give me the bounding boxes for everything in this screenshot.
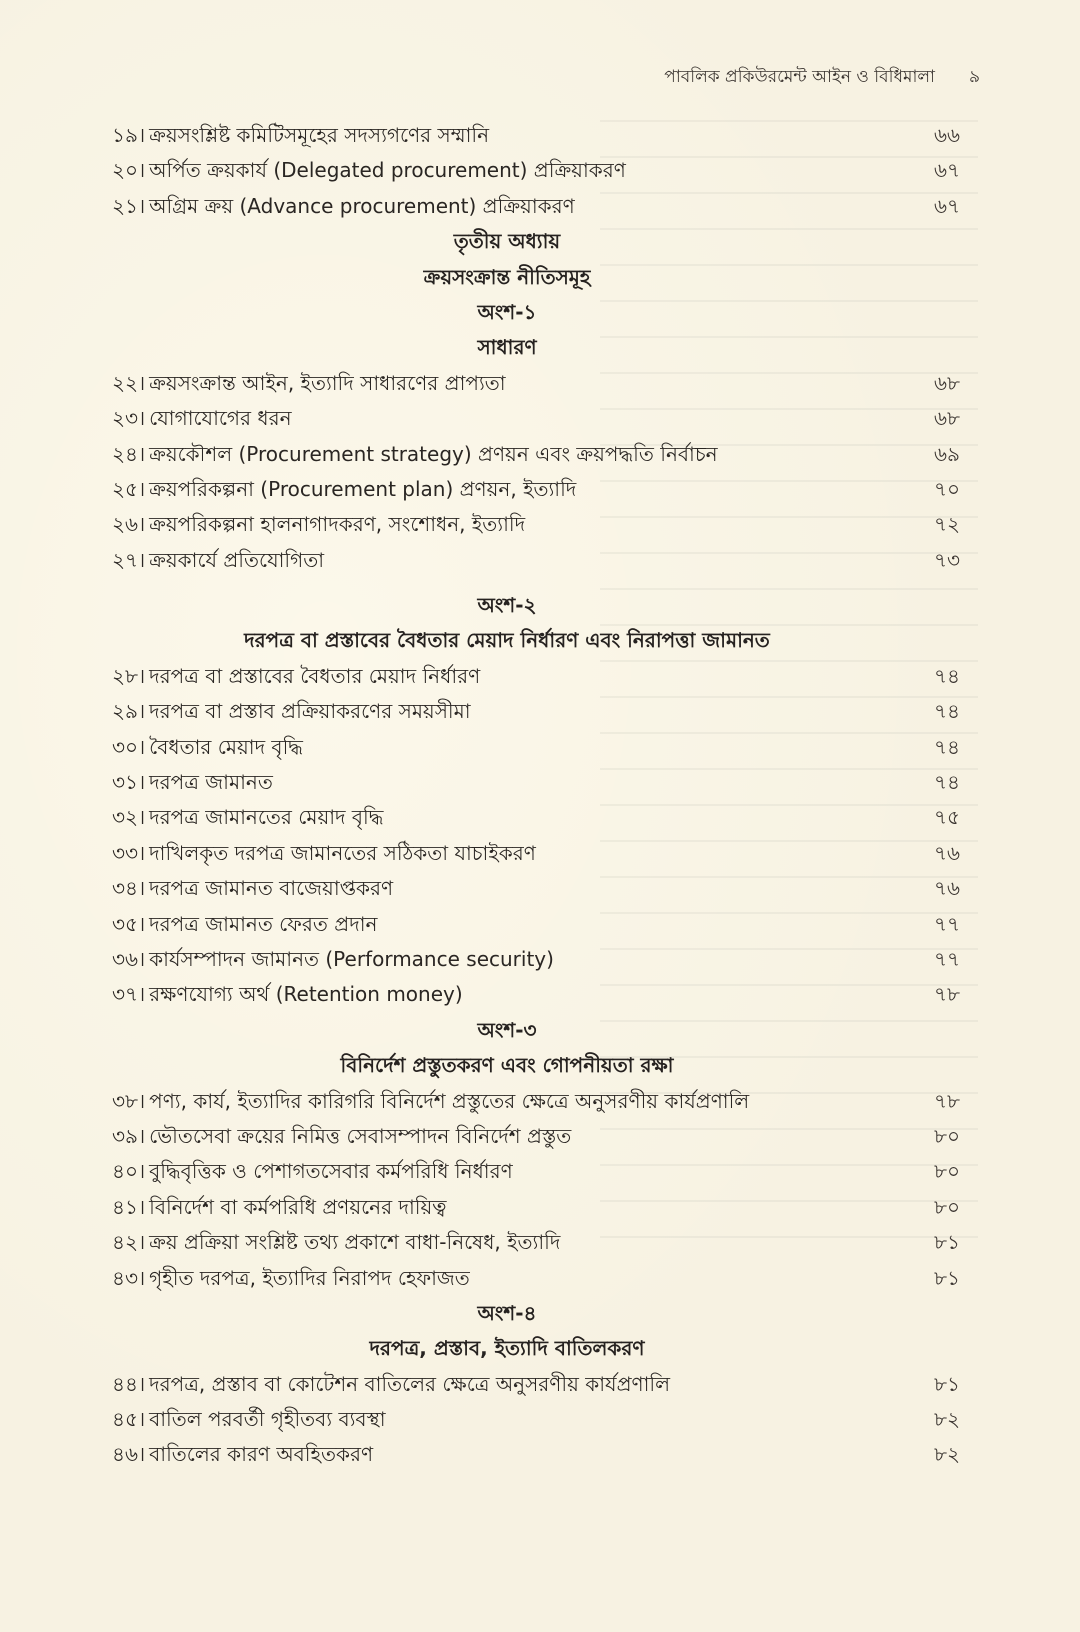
section-number: ৩৭। <box>112 982 146 1007</box>
toc-entry-44 <box>112 1367 962 1402</box>
section-title: দরপত্র বা প্রস্তাব প্রক্রিয়াকরণের সময়সীমা <box>149 699 471 724</box>
section-title: ক্রয় প্রক্রিয়া সংশ্লিষ্ট তথ্য প্রকাশে বাধা-নিষেধ, ইত্যাদি <box>149 1230 561 1255</box>
page-reference: ৭৭ <box>933 946 960 971</box>
part-4-label: অংশ-৪ <box>477 1300 537 1325</box>
toc-entry-28 <box>112 659 962 694</box>
page-reference: ৬৬ <box>933 123 960 147</box>
toc-entry-25 <box>112 472 962 507</box>
page-reference: ৭৮ <box>934 1088 960 1113</box>
section-number: ২৬। <box>112 512 146 537</box>
page-reference: ৬৮ <box>934 370 960 395</box>
section-number: ৪২। <box>112 1230 146 1255</box>
section-title: অগ্রিম ক্রয় (Advance procurement) প্রক্রিয়াকরণ <box>149 193 575 218</box>
toc-entry-36 <box>112 942 962 977</box>
part-1-title: সাধারণ <box>477 335 537 360</box>
toc-entry-39 <box>112 1119 962 1154</box>
section-title: বাতিলের কারণ অবহিতকরণ <box>149 1442 374 1467</box>
section-title: পণ্য, কার্য, ইত্যাদির কারিগরি বিনির্দেশ প্রস্তুতের ক্ষেত্রে অনুসরণীয় কার্যপ্রণালি <box>149 1088 750 1113</box>
section-title: দরপত্র জামানতের মেয়াদ বৃদ্ধি <box>149 805 384 830</box>
toc-entry-37 <box>112 977 962 1012</box>
section-title: দরপত্র জামানত <box>149 770 273 795</box>
part-2-label: অংশ-২ <box>477 593 537 618</box>
section-number: ৪৪। <box>112 1371 146 1396</box>
page-reference: ৭৩ <box>933 547 960 572</box>
section-number: ২৫। <box>112 476 146 501</box>
section-title: বুদ্ধিবৃত্তিক ও পেশাগতসেবার কর্মপরিধি নির্ধারণ <box>149 1159 513 1184</box>
section-number: ৩৬। <box>112 946 146 971</box>
section-number: ৩৩। <box>112 840 146 865</box>
page-reference: ৮০ <box>934 1159 960 1184</box>
page-reference: ৭৪ <box>934 663 960 688</box>
toc-entry-40 <box>112 1154 962 1189</box>
toc-entry-29 <box>112 694 962 729</box>
toc-entry-31 <box>112 765 962 800</box>
toc-entry-42 <box>112 1225 962 1260</box>
section-number: ৩০। <box>112 734 146 759</box>
section-title: ক্রয়কৌশল (Procurement strategy) প্রণয়ন এবং ক্রয়পদ্ধতি নির্বাচন <box>149 441 718 466</box>
toc-entry-27 <box>112 543 962 578</box>
section-title: ভৌতসেবা ক্রয়ের নিমিত্ত সেবাসম্পাদন বিনির্দেশ প্রস্তুত <box>149 1123 572 1148</box>
toc-entry-30 <box>112 730 962 765</box>
page-reference: ৭৫ <box>934 805 960 830</box>
page-reference: ৮১ <box>934 1230 960 1255</box>
page-reference: ৭০ <box>933 476 960 501</box>
section-title: বৈধতার মেয়াদ বৃদ্ধি <box>149 734 303 759</box>
page-reference: ৭৭ <box>933 911 960 936</box>
toc-entry-33 <box>112 836 962 871</box>
page-reference: ৬৭ <box>933 158 960 183</box>
section-number: ৩১। <box>112 770 146 795</box>
part-1-label: অংশ-১ <box>477 299 537 324</box>
section-number: ৩২। <box>112 805 146 830</box>
section-number: ৪০। <box>112 1159 146 1184</box>
page-reference: ৬৭ <box>933 193 960 218</box>
section-number: ৪১। <box>112 1194 146 1219</box>
toc-entry-23 <box>112 401 962 436</box>
section-title: ক্রয়পরিকল্পনা হালনাগাদকরণ, সংশোধন, ইত্যাদি <box>149 512 526 537</box>
section-number: ৩৯। <box>112 1123 146 1148</box>
section-title: ক্রয়সংক্রান্ত আইন, ইত্যাদি সাধারণের প্রাপ্যতা <box>149 370 506 395</box>
page-reference: ৮০ <box>934 1123 960 1148</box>
section-title: দাখিলকৃত দরপত্র জামানতের সঠিকতা যাচাইকরণ <box>149 840 536 865</box>
toc-entry-34 <box>112 871 962 906</box>
section-title: দরপত্র জামানত বাজেয়াপ্তকরণ <box>149 876 394 901</box>
section-number: ২৭। <box>112 547 146 572</box>
toc-entry-43 <box>112 1261 962 1296</box>
chapter-title: ক্রয়সংক্রান্ত নীতিসমূহ <box>423 264 591 289</box>
toc-entry-45 <box>112 1402 962 1437</box>
part-4-title: দরপত্র, প্রস্তাব, ইত্যাদি বাতিলকরণ <box>369 1336 645 1361</box>
table-of-contents <box>112 118 962 1473</box>
toc-entry-21 <box>112 189 962 224</box>
section-number: ২৩। <box>112 406 146 431</box>
section-title: বিনির্দেশ বা কর্মপরিধি প্রণয়নের দায়িত্ব <box>149 1194 447 1219</box>
running-title: পাবলিক প্রকিউরমেন্ট আইন ও বিধিমালা <box>664 67 935 87</box>
page-reference: ৭৪ <box>934 770 960 795</box>
section-number: ৩৫। <box>112 911 146 936</box>
part-2-title: দরপত্র বা প্রস্তাবের বৈধতার মেয়াদ নির্ধারণ এবং নিরাপত্তা জামানত <box>244 628 770 653</box>
page-reference: ৭৬ <box>933 876 960 901</box>
page-reference: ৮১ <box>934 1371 960 1396</box>
page-reference: ৮২ <box>934 1442 960 1467</box>
section-number: ৪৬। <box>112 1442 146 1467</box>
toc-entry-24 <box>112 437 962 472</box>
running-header <box>600 64 980 92</box>
chapter-heading: তৃতীয় অধ্যায় <box>453 229 561 254</box>
section-number: ৩৮। <box>112 1088 146 1113</box>
toc-entry-35 <box>112 907 962 942</box>
toc-entry-19 <box>112 118 962 153</box>
page-reference: ৮০ <box>934 1194 960 1219</box>
toc-entry-41 <box>112 1190 962 1225</box>
section-title: ক্রয়কার্যে প্রতিযোগিতা <box>149 547 325 572</box>
section-number: ২৯। <box>112 699 146 724</box>
section-title: ক্রয়সংশ্লিষ্ট কমিটিসমূহের সদস্যগণের সম্মানি <box>149 123 490 147</box>
part-3-label: অংশ-৩ <box>477 1017 537 1042</box>
toc-entry-22 <box>112 366 962 401</box>
section-title: ক্রয়পরিকল্পনা (Procurement plan) প্রণয়ন, ইত্যাদি <box>149 476 577 501</box>
toc-entry-26 <box>112 507 962 542</box>
section-number: ৪৫। <box>112 1407 146 1432</box>
page-reference: ৭৪ <box>934 699 960 724</box>
section-title: রক্ষণযোগ্য অর্থ (Retention money) <box>149 982 463 1007</box>
section-number: ২৪। <box>112 441 146 466</box>
section-title: দরপত্র জামানত ফেরত প্রদান <box>149 911 378 936</box>
page-reference: ৭২ <box>933 512 960 537</box>
section-number: ২২। <box>112 370 146 395</box>
page-reference: ৬৯ <box>934 441 960 466</box>
section-number: ২০। <box>112 158 146 183</box>
page-reference: ৭৪ <box>934 734 960 759</box>
section-number: ২১। <box>112 193 146 218</box>
section-title: অর্পিত ক্রয়কার্য (Delegated procurement) প্রক্রিয়াকরণ <box>149 158 626 183</box>
toc-entry-32 <box>112 800 962 835</box>
toc-entry-46 <box>112 1437 962 1472</box>
section-number: ৪৩। <box>112 1265 146 1290</box>
section-number: ১৯। <box>112 123 146 147</box>
section-title: দরপত্র, প্রস্তাব বা কোটেশন বাতিলের ক্ষেত্রে অনুসরণীয় কার্যপ্রণালি <box>149 1371 671 1396</box>
section-number: ২৮। <box>112 663 146 688</box>
page-reference: ৮২ <box>934 1407 960 1432</box>
page-reference: ৬৮ <box>934 406 960 431</box>
section-title: কার্যসম্পাদন জামানত (Performance security) <box>149 946 554 971</box>
toc-entry-20 <box>112 153 962 188</box>
section-title: গৃহীত দরপত্র, ইত্যাদির নিরাপদ হেফাজত <box>149 1265 470 1290</box>
part-3-title: বিনির্দেশ প্রস্তুতকরণ এবং গোপনীয়তা রক্ষা <box>340 1053 674 1078</box>
section-title: বাতিল পরবর্তী গৃহীতব্য ব্যবস্থা <box>149 1407 386 1432</box>
toc-entry-38 <box>112 1084 962 1119</box>
section-title: দরপত্র বা প্রস্তাবের বৈধতার মেয়াদ নির্ধারণ <box>149 663 481 688</box>
page-reference: ৭৬ <box>933 840 960 865</box>
section-title: যোগাযোগের ধরন <box>149 406 292 431</box>
page-reference: ৮১ <box>934 1265 960 1290</box>
section-number: ৩৪। <box>112 876 146 901</box>
folio-page-number: ৯ <box>968 67 980 87</box>
page-reference: ৭৮ <box>934 982 960 1007</box>
